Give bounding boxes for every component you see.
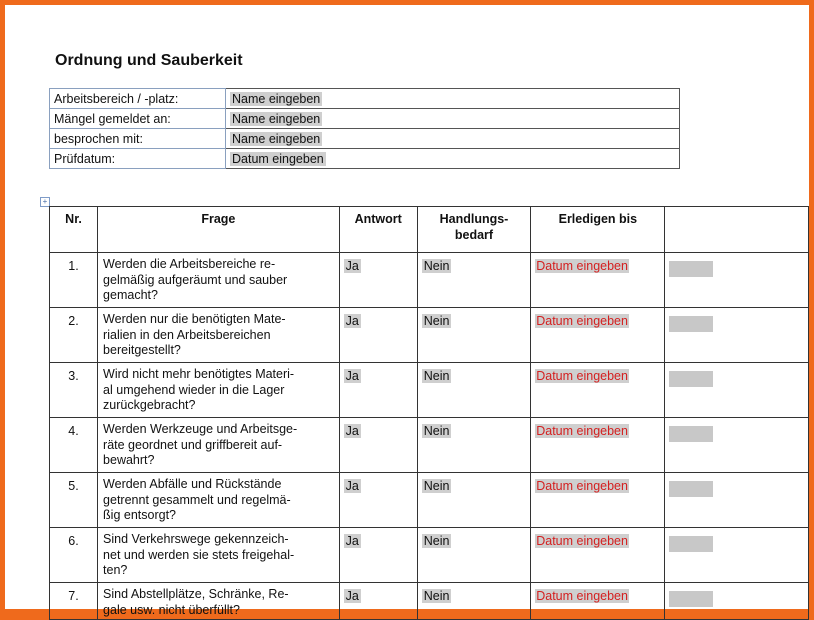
need-dropdown[interactable]: Nein	[423, 589, 450, 603]
due-date-field[interactable]: Datum eingeben	[536, 259, 628, 273]
answer-dropdown[interactable]: Ja	[345, 369, 359, 383]
table-row	[50, 583, 809, 620]
row-number: 3.	[50, 363, 98, 418]
info-value-cell	[226, 129, 680, 149]
table-row	[50, 473, 809, 528]
header-handlungsbedarf: Handlungs- bedarf	[417, 207, 531, 253]
need-dropdown[interactable]: Nein	[423, 424, 450, 438]
document-title: Ordnung und Sauberkeit	[55, 52, 243, 69]
table-row	[50, 253, 809, 308]
question-text: Wird nicht mehr benötigtes Materi- al umgehend wieder in die Lager zurückgebracht?	[98, 363, 340, 418]
header-erledigen-bis: Erledigen bis	[531, 207, 665, 253]
answer-cell	[339, 308, 417, 363]
row-number: 7.	[50, 583, 98, 620]
answer-dropdown[interactable]: Ja	[345, 534, 359, 548]
empty-form-field[interactable]	[669, 591, 713, 607]
due-cell	[531, 473, 665, 528]
table-row	[50, 528, 809, 583]
empty-form-field[interactable]	[669, 426, 713, 442]
due-cell	[531, 308, 665, 363]
extra-cell	[665, 583, 809, 620]
need-cell	[417, 528, 531, 583]
row-number: 4.	[50, 418, 98, 473]
move-handle-icon[interactable]: +	[40, 197, 50, 207]
need-cell	[417, 253, 531, 308]
question-text: Werden Abfälle und Rückstände getrennt gesammelt und regelmä- ßig entsorgt?	[98, 473, 340, 528]
info-label: Arbeitsbereich / -platz:	[50, 89, 226, 109]
table-row	[50, 418, 809, 473]
info-input-field[interactable]: Name eingeben	[232, 131, 321, 146]
extra-cell	[665, 528, 809, 583]
extra-cell	[665, 418, 809, 473]
extra-cell	[665, 473, 809, 528]
question-text: Sind Verkehrswege gekennzeich- net und werden sie stets freigehal- ten?	[98, 528, 340, 583]
info-value-cell	[226, 89, 680, 109]
extra-cell	[665, 308, 809, 363]
question-text: Werden Werkzeuge und Arbeitsge- räte geordnet und griffbereit auf- bewahrt?	[98, 418, 340, 473]
need-dropdown[interactable]: Nein	[423, 479, 450, 493]
info-table	[49, 88, 680, 169]
question-text: Werden die Arbeitsbereiche re- gelmäßig aufgeräumt und sauber gemacht?	[98, 253, 340, 308]
need-cell	[417, 363, 531, 418]
info-row	[50, 149, 680, 169]
answer-dropdown[interactable]: Ja	[345, 424, 359, 438]
due-date-field[interactable]: Datum eingeben	[536, 424, 628, 438]
answer-dropdown[interactable]: Ja	[345, 314, 359, 328]
need-cell	[417, 473, 531, 528]
empty-form-field[interactable]	[669, 261, 713, 277]
need-dropdown[interactable]: Nein	[423, 369, 450, 383]
table-row	[50, 363, 809, 418]
row-number: 5.	[50, 473, 98, 528]
need-dropdown[interactable]: Nein	[423, 534, 450, 548]
due-cell	[531, 583, 665, 620]
due-cell	[531, 528, 665, 583]
question-text: Sind Abstellplätze, Schränke, Re- gale usw. nicht überfüllt?	[98, 583, 340, 620]
need-dropdown[interactable]: Nein	[423, 259, 450, 273]
row-number: 1.	[50, 253, 98, 308]
due-date-field[interactable]: Datum eingeben	[536, 534, 628, 548]
empty-form-field[interactable]	[669, 316, 713, 332]
header-row	[50, 207, 809, 253]
answer-dropdown[interactable]: Ja	[345, 479, 359, 493]
info-row	[50, 109, 680, 129]
answer-cell	[339, 528, 417, 583]
due-cell	[531, 363, 665, 418]
header-extra	[665, 207, 809, 253]
info-input-field[interactable]: Datum eingeben	[232, 151, 324, 166]
header-nr: Nr.	[50, 207, 98, 253]
need-cell	[417, 418, 531, 473]
empty-form-field[interactable]	[669, 536, 713, 552]
extra-cell	[665, 253, 809, 308]
header-antwort: Antwort	[339, 207, 417, 253]
info-input-field[interactable]: Name eingeben	[232, 91, 321, 106]
need-dropdown[interactable]: Nein	[423, 314, 450, 328]
extra-cell	[665, 363, 809, 418]
need-cell	[417, 308, 531, 363]
info-label: Mängel gemeldet an:	[50, 109, 226, 129]
info-row	[50, 89, 680, 109]
answer-cell	[339, 253, 417, 308]
table-row	[50, 308, 809, 363]
due-cell	[531, 418, 665, 473]
due-date-field[interactable]: Datum eingeben	[536, 589, 628, 603]
empty-form-field[interactable]	[669, 481, 713, 497]
due-cell	[531, 253, 665, 308]
info-row	[50, 129, 680, 149]
empty-form-field[interactable]	[669, 371, 713, 387]
answer-cell	[339, 363, 417, 418]
header-frage: Frage	[98, 207, 340, 253]
answer-cell	[339, 418, 417, 473]
info-value-cell	[226, 149, 680, 169]
row-number: 2.	[50, 308, 98, 363]
info-input-field[interactable]: Name eingeben	[232, 111, 321, 126]
answer-cell	[339, 473, 417, 528]
row-number: 6.	[50, 528, 98, 583]
answer-cell	[339, 583, 417, 620]
due-date-field[interactable]: Datum eingeben	[536, 479, 628, 493]
answer-dropdown[interactable]: Ja	[345, 589, 359, 603]
info-label: Prüfdatum:	[50, 149, 226, 169]
info-label: besprochen mit:	[50, 129, 226, 149]
question-text: Werden nur die benötigten Mate- rialien in den Arbeitsbereichen bereitgestellt?	[98, 308, 340, 363]
info-value-cell	[226, 109, 680, 129]
due-date-field[interactable]: Datum eingeben	[536, 314, 628, 328]
need-cell	[417, 583, 531, 620]
checklist-table	[49, 206, 809, 620]
document-page	[5, 5, 809, 617]
due-date-field[interactable]: Datum eingeben	[536, 369, 628, 383]
answer-dropdown[interactable]: Ja	[345, 259, 359, 273]
